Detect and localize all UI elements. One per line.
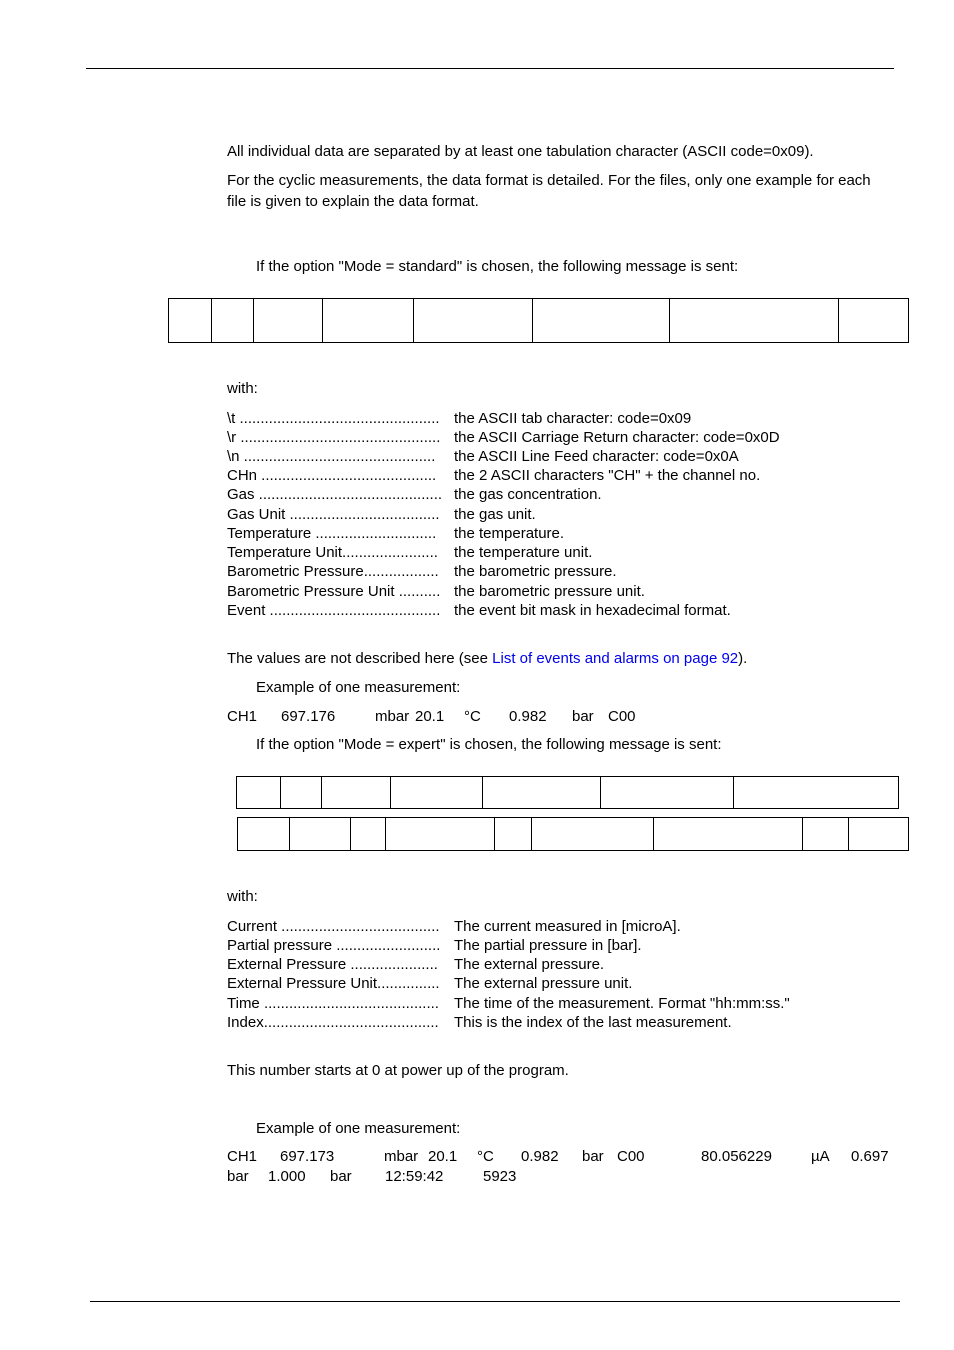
term: \t ................................................ (227, 410, 440, 427)
standard-example-line (0, 708, 954, 727)
example-external-pressure: 1.000 (268, 1168, 306, 1185)
expert-message-table-row-2 (237, 817, 909, 851)
example-event: C00 (608, 708, 636, 725)
example-temperature-unit: °C (464, 708, 481, 725)
expert-with-label: with: (227, 888, 258, 905)
term: Event ......................................... (227, 602, 441, 619)
header-rule (86, 68, 894, 69)
description: the ASCII tab character: code=0x09 (454, 410, 692, 427)
values-note (227, 650, 747, 667)
description: the temperature unit. (454, 544, 593, 561)
example-temperature-unit: °C (477, 1148, 494, 1165)
example-channel: CH1 (227, 1148, 258, 1165)
description: The time of the measurement. Format "hh:mm:ss." (454, 995, 790, 1012)
example-partial-pressure: 0.697 (851, 1148, 889, 1165)
description: the temperature. (454, 525, 565, 542)
term: CHn .......................................... (227, 467, 437, 484)
expert-heading: If the option "Mode = expert" is chosen, the following message is sent: (256, 736, 722, 753)
term: Temperature Unit....................... (227, 544, 438, 561)
term: Partial pressure ......................... (227, 937, 441, 954)
example-pressure-unit: bar (572, 708, 594, 725)
expert-message-table-row-1 (236, 776, 899, 809)
term: Barometric Pressure.................. (227, 563, 439, 580)
cell (237, 777, 281, 808)
values-note-text: The values are not described here (see (227, 650, 493, 667)
example-gas: 697.176 (281, 708, 336, 725)
values-note-end: ). (738, 650, 748, 667)
cell (670, 299, 839, 342)
cell (414, 299, 533, 342)
description: the barometric pressure. (454, 563, 617, 580)
term: External Pressure Unit............... (227, 975, 440, 992)
expert-example-line-1 (0, 1148, 954, 1167)
cell (533, 299, 670, 342)
cell (391, 777, 483, 808)
example-gas: 697.173 (280, 1148, 335, 1165)
term: Index.......................................... (227, 1014, 439, 1031)
cell (323, 299, 414, 342)
standard-heading: If the option "Mode = standard" is chosen, the following message is sent: (256, 258, 739, 275)
cell (483, 777, 601, 808)
example-pressure: 0.982 (521, 1148, 559, 1165)
term: Gas ............................................ (227, 486, 443, 503)
term: \r ................................................ (227, 429, 441, 446)
cell (290, 818, 351, 850)
example-event: C00 (617, 1148, 645, 1165)
cell (322, 777, 391, 808)
cell (495, 818, 532, 850)
description: the ASCII Carriage Return character: code=0x0D (454, 429, 780, 446)
term: External Pressure ..................... (227, 956, 438, 973)
term: \n .............................................. (227, 448, 436, 465)
expert-example-line-2 (0, 1168, 954, 1187)
example-temperature: 20.1 (415, 708, 445, 725)
cell (169, 299, 212, 342)
cell (849, 818, 908, 850)
description: The current measured in [microA]. (454, 918, 681, 935)
description: the gas concentration. (454, 486, 602, 503)
example-external-pressure-unit: bar (330, 1168, 352, 1185)
description: The external pressure. (454, 956, 605, 973)
footer-rule (90, 1301, 900, 1302)
example-temperature: 20.1 (428, 1148, 458, 1165)
cell (281, 777, 322, 808)
expert-example-label: Example of one measurement: (256, 1120, 461, 1137)
example-current-unit: µA (811, 1148, 830, 1165)
index-note: This number starts at 0 at power up of the program. (227, 1062, 569, 1079)
standard-message-table (168, 298, 909, 343)
cell (601, 777, 734, 808)
example-gas-unit: mbar (375, 708, 410, 725)
cell (532, 818, 654, 850)
example-current: 80.056229 (701, 1148, 772, 1165)
example-index: 5923 (483, 1168, 517, 1185)
intro-line-1: All individual data are separated by at least one tabulation character (ASCII code=0x09). (227, 143, 814, 160)
cell (238, 818, 290, 850)
standard-with-label: with: (227, 380, 258, 397)
description: The partial pressure in [bar]. (454, 937, 642, 954)
term: Current ...................................... (227, 918, 440, 935)
cell (803, 818, 849, 850)
cell (212, 299, 254, 342)
description: the event bit mask in hexadecimal format. (454, 602, 731, 619)
standard-example-label: Example of one measurement: (256, 679, 461, 696)
description: the 2 ASCII characters "CH" + the channel no. (454, 467, 761, 484)
description: the barometric pressure unit. (454, 583, 645, 600)
example-pressure: 0.982 (509, 708, 547, 725)
example-channel: CH1 (227, 708, 258, 725)
example-partial-pressure-unit: bar (227, 1168, 249, 1185)
term: Temperature ............................. (227, 525, 437, 542)
events-alarms-link[interactable]: List of events and alarms on page 92 (492, 650, 739, 667)
term: Gas Unit .................................... (227, 506, 440, 523)
description: The external pressure unit. (454, 975, 633, 992)
example-pressure-unit: bar (582, 1148, 604, 1165)
intro-line-2: For the cyclic measurements, the data format is detailed. For the files, only one example for each file is given to explain the data format. (227, 172, 871, 210)
term: Time .......................................... (227, 995, 439, 1012)
description: the gas unit. (454, 506, 536, 523)
description: This is the index of the last measurement. (454, 1014, 732, 1031)
description: the ASCII Line Feed character: code=0x0A (454, 448, 739, 465)
cell (386, 818, 495, 850)
cell (351, 818, 386, 850)
example-time: 12:59:42 (385, 1168, 444, 1185)
cell (734, 777, 898, 808)
cell (839, 299, 908, 342)
cell (654, 818, 803, 850)
example-gas-unit: mbar (384, 1148, 419, 1165)
term: Barometric Pressure Unit .......... (227, 583, 441, 600)
cell (254, 299, 323, 342)
